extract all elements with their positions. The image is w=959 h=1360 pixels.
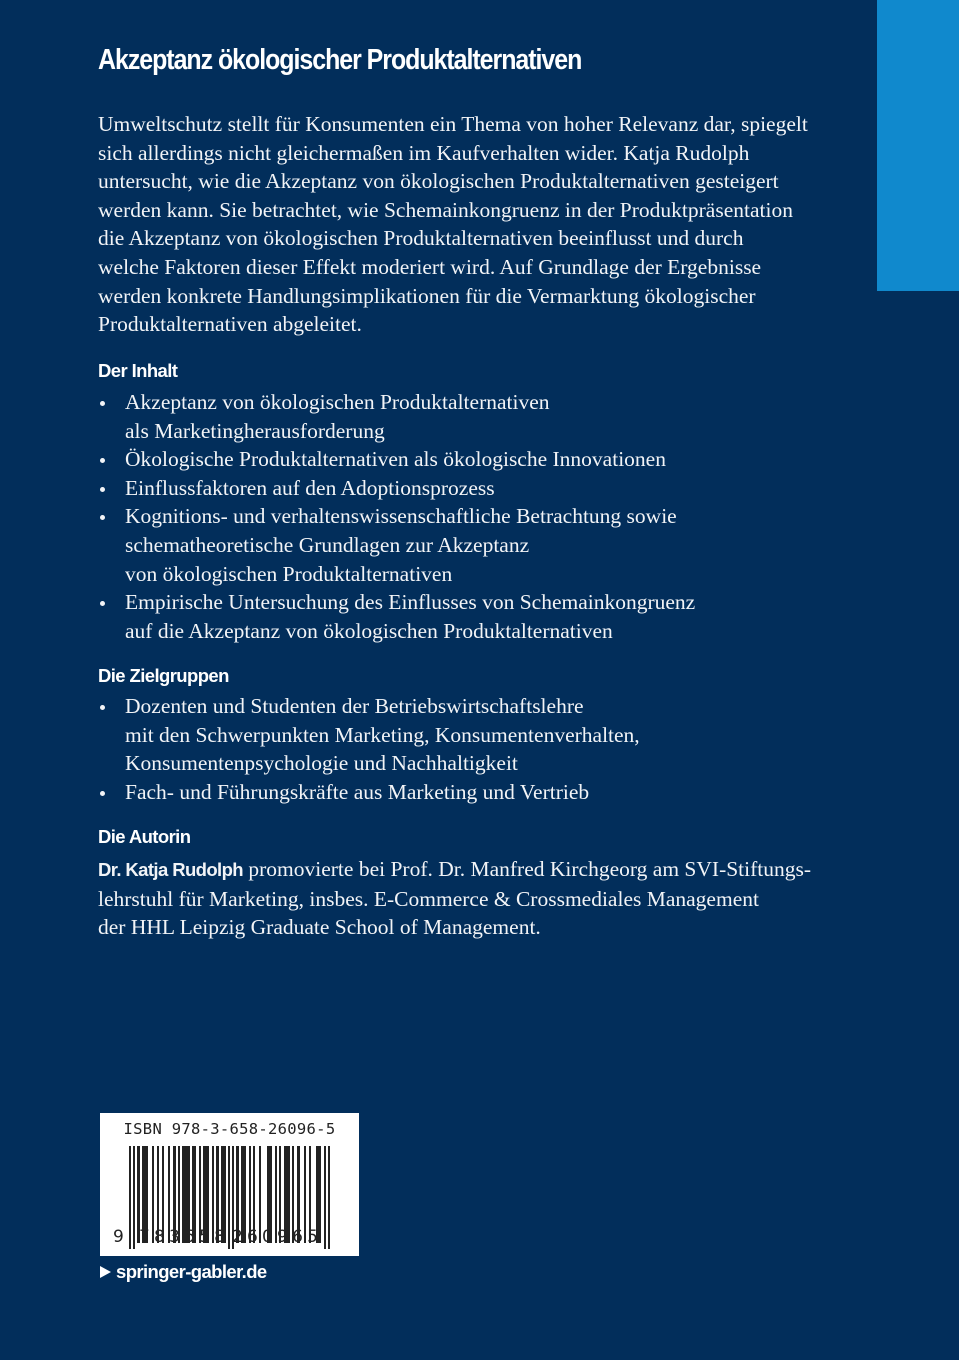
list-item-line: Kognitions- und verhaltenswissenschaftliche Betrachtung sowie <box>125 504 677 529</box>
book-title: Akzeptanz ökologischer Produktalternativen <box>98 44 582 76</box>
list-item-line: auf die Akzeptanz von ökologischen Produktalternativen <box>125 618 613 643</box>
list-item-line: Ökologische Produktalternativen als ökologische Innovationen <box>125 447 666 472</box>
list-item-line: schematheoretische Grundlagen zur Akzeptanz <box>125 532 530 557</box>
intro-line: untersucht, wie die Akzeptanz von ökologischen Produktalternativen gesteigert <box>98 169 779 194</box>
author-bio-text: promovierte bei Prof. Dr. Manfred Kirchgeorg am SVI-Stiftungs- <box>243 857 812 881</box>
section-heading-inhalt: Der Inhalt <box>98 360 178 381</box>
section-heading-zielgruppen: Die Zielgruppen <box>98 665 229 686</box>
list-item-line: von ökologischen Produktalternativen <box>125 561 453 586</box>
ean-left-digits: 783658 <box>139 1227 230 1247</box>
author-name: Dr. Katja Rudolph <box>98 859 243 880</box>
zielgruppen-list <box>98 692 640 806</box>
arrow-right-icon <box>100 1266 111 1278</box>
list-item <box>98 502 695 588</box>
list-item <box>98 588 695 645</box>
list-item-line: Dozenten und Studenten der Betriebswirtschaftslehre <box>125 694 584 718</box>
list-item-line: Fach- und Führungskräfte aus Marketing und Vertrieb <box>125 779 590 804</box>
intro-line: werden konkrete Handlungsimplikationen für die Vermarktung ökologischer <box>98 283 756 308</box>
ean-right-digits: 260965 <box>232 1227 323 1247</box>
list-item <box>98 445 695 474</box>
list-item <box>98 388 695 445</box>
list-item <box>98 692 640 778</box>
author-bio-line: der HHL Leipzig Graduate School of Management. <box>98 915 541 940</box>
isbn-barcode <box>100 1113 359 1256</box>
list-item-line: Akzeptanz von ökologischen Produktalternativen <box>125 390 550 414</box>
list-item <box>98 474 695 503</box>
intro-line: Umweltschutz stellt für Konsumenten ein Thema von hoher Relevanz dar, spiegelt <box>98 112 808 136</box>
author-bio-line: lehrstuhl für Marketing, insbes. E-Commerce & Crossmediales Management <box>98 886 759 911</box>
list-item-line: Konsumentenpsychologie und Nachhaltigkeit <box>125 751 518 776</box>
author-bio <box>98 855 838 942</box>
intro-line: Produktalternativen abgeleitet. <box>98 312 362 337</box>
intro-line: werden kann. Sie betrachtet, wie Schemainkongruenz in der Produktpräsentation <box>98 197 793 222</box>
list-item-line: als Marketingherausforderung <box>125 418 385 443</box>
list-item-line: Einflussfaktoren auf den Adoptionsprozess <box>125 475 495 500</box>
website-link[interactable] <box>100 1261 267 1283</box>
intro-paragraph <box>98 110 818 339</box>
isbn-label: ISBN 978-3-658-26096-5 <box>123 1120 336 1138</box>
list-item <box>98 778 640 807</box>
inhalt-list <box>98 388 695 645</box>
intro-line: die Akzeptanz von ökologischen Produktalternativen beeinflusst und durch <box>98 226 744 251</box>
list-item-line: Empirische Untersuchung des Einflusses von Schemainkongruenz <box>125 590 696 615</box>
section-heading-autorin: Die Autorin <box>98 826 191 847</box>
ean-first-digit: 9 <box>113 1227 124 1247</box>
accent-bar <box>877 0 959 291</box>
author-bio-line <box>98 855 838 885</box>
website-label: springer-gabler.de <box>116 1261 267 1282</box>
intro-line: sich allerdings nicht gleichermaßen im Kaufverhalten wider. Katja Rudolph <box>98 140 750 165</box>
list-item-line: mit den Schwerpunkten Marketing, Konsumentenverhalten, <box>125 722 640 747</box>
intro-line: welche Faktoren dieser Effekt moderiert wird. Auf Grundlage der Ergebnisse <box>98 254 762 279</box>
